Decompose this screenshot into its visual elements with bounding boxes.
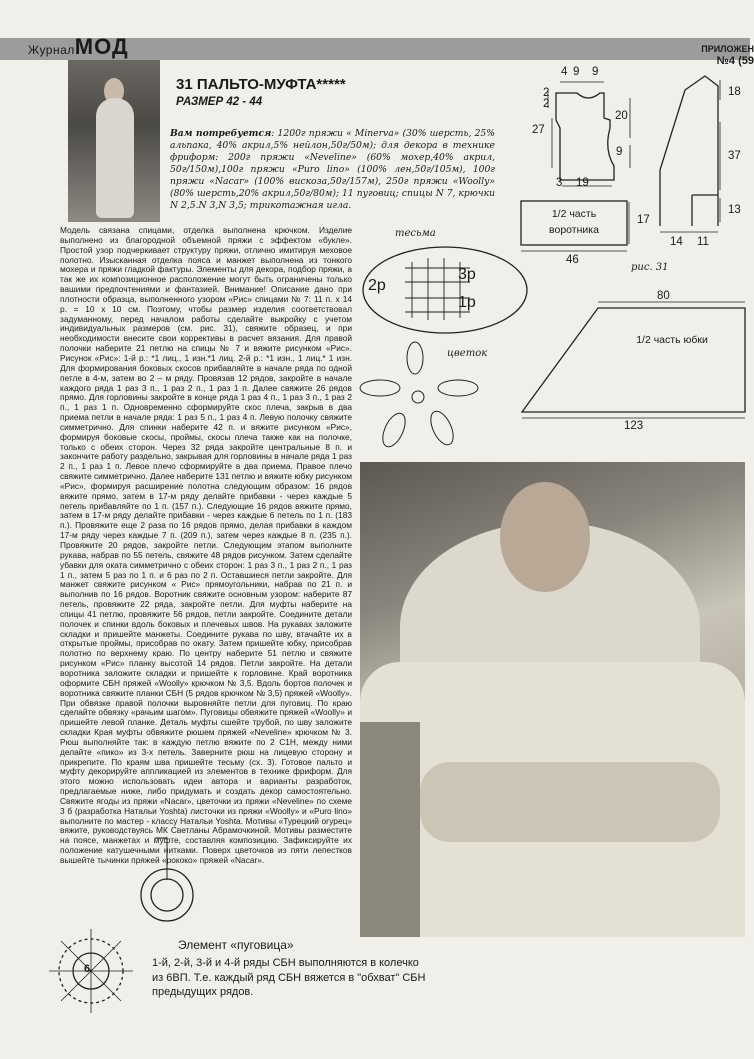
- flower-label: цветок: [447, 348, 488, 359]
- sleeve-outline: [660, 76, 718, 226]
- collar-label: [522, 206, 626, 238]
- dim-skirt-123: 123: [624, 420, 644, 432]
- dim-front-19: 19: [576, 177, 589, 189]
- button-element-description: 1-й, 2-й, 3-й и 4-й ряды СБН выполняются в колечко из 6ВП. Т.е. каждый ряд СБН вяжется в "обхват" СБН предыдущих рядов.: [152, 957, 426, 998]
- collar-label-line1: 1/2 часть: [551, 208, 597, 220]
- dim-sleeve-14: 14: [670, 236, 683, 248]
- issue-number: №4 (59: [716, 55, 754, 67]
- figure-label: рис. 31: [631, 262, 669, 273]
- button-chart-number: 6: [84, 963, 91, 975]
- button-photo-diagram: [141, 838, 193, 921]
- dim-collar-17: 17: [637, 214, 650, 226]
- dim-sleeve-18: 18: [728, 86, 741, 98]
- logo-big-text: МОД: [74, 34, 129, 59]
- row-1-label: 1р: [458, 294, 476, 311]
- row-2-label: 2р: [368, 277, 386, 294]
- tape-chart-ellipse: [363, 247, 527, 333]
- materials-body: : 1200г пряжи « Minerva» (30% шерсть, 25% альпака, 40% акрил,5% нейлон,50г/50м); для декора в технике фриформ: 200г пряжи «Neveline» (60% мохер,40% акрил, 50г/150м),100г пряжи «Puro lino» (100% лен,50г/105м), 100г пряжи «Nacar» (100% вискоза,50г/157м), 250г пряжи «Woolly» (80% шерсть,20% акрил,50г/80м); 11 пуговиц; спицы N 7, крючки N 2,5.N 3,N 3,5; трикотажная игла.: [170, 128, 495, 211]
- tape-label: тесьма: [395, 228, 436, 239]
- dim-front-4: 4: [561, 66, 568, 78]
- materials-lead: Вам потребуется: [170, 128, 272, 139]
- supplement-label: ПРИЛОЖЕН: [701, 44, 754, 54]
- dim-front-3: 3: [556, 177, 563, 189]
- dim-sleeve-13: 13: [728, 204, 741, 216]
- dim-front-9c: 9: [616, 146, 623, 158]
- skirt-label: 1/2 часть юбки: [636, 334, 708, 346]
- dim-front-9b: 9: [592, 66, 599, 78]
- dim-sleeve-11: 11: [697, 236, 709, 248]
- dim-skirt-80: 80: [657, 290, 670, 302]
- dim-front-2a: 2: [543, 87, 550, 99]
- button-chart: [49, 929, 133, 1013]
- model-photo-main: [360, 462, 745, 937]
- front-piece-outline: [556, 93, 614, 180]
- collar-label-line2: воротника: [549, 224, 599, 236]
- article-title: 31 ПАЛЬТО-МУФТА*****: [176, 76, 346, 93]
- skirt-outline: [522, 308, 745, 412]
- dim-collar-46: 46: [566, 254, 579, 266]
- dim-front-27: 27: [532, 124, 545, 136]
- dim-front-2b: 2: [543, 98, 550, 110]
- dim-sleeve-37: 37: [728, 150, 741, 162]
- instructions-text: Модель связана спицами, отделка выполнена крючком. Изделие выполнено из благородной объемной пряжи с эффектом «букле». Простой узор подчеркивает структуру пряжи, отлично имитируя меховое полотно. Изысканная отделка пояса и манжет выполнена из тонкого мохера и пряжи гладкой фактуры. Элементы для декора, подбор пряжи, а так же их композиционное расположение могут быть ограничены только вашими предпочтениями и фантазией. Внимание! Описание дано при плотности образца, выполненного узором «Рис» спицами № 7: 11 п. х 14 р. = 10 х 10 см. Поэтому, чтобы размер изделия соответствовал задуманному, перед началом работы сделайте выкройку с учетом индивидуальных размеров (см. рис. 31), свяжите образец, и при необходимости внесите свои коррективы в расчет вязания. Для правой полочки наберите 21 петлю на спицы № 7 и вяжите рисунком «Рис». Рисунок «Рис»: 1-й р.: *1 лиц., 1 изн.*1 лиц. 2-й р.: *1 изн., 1 лиц.* 1 изн. Для формирования боковых скосов прибавляйте в начале ряда по одной петле в 4-м, затем во 2 – м ряду. Провязав 12 рядов, закройте в начале каждого ряда 1 раз 3 п., 1 раз 2 п., 1 раз 1 п. Далее свяжите 26 рядов прямо. Для горловины закройте в конце ряда 1 раз 4 п., 1 раз 3 п., 1 раз 2 п., 1 раз 1 п. Одновременно сформируйте скос плеча, закрыв в два приема петли в начале ряда: 1 раз 5 п., 1 раз 4 п. Левую полочку свяжите симметрично. Для спинки наберите 42 п. и вяжите рисунком «Рис», формируя боковые скосы, проймы, скосы плеча также как на полочке, только с обеих сторон. Через 32 ряда закройте центральные 8 п. и закончите работу раздельно, закрывая для горловины в начале ряда 1 раз 2 п., 1 раз 1 п. Левое плечо сформируйте в два приема. Правое плечо свяжите симметрично. Далее наберите 131 петлю и вяжите юбку рисунком «Рис», формируя расширение полотна следующим образом: 16 рядов вяжите прямо, затем в 17-м ряду делайте прибавки - через каждые 5 петель прибавляйте по 1 п. (157 п.). Следующие 16 рядов вяжите прямо, затем в 17-м ряду делайте прибавки - через каждые 6 петель по 1 п. (183 п.). Провяжите еще 2 раза по 16 рядов прямо, делая прибавки в каждом 17-м ряду через каждые 7 п. (209 п.), затем через каждые 8 п. (235 п.). Провяжите 20 рядов, закройте петли. Следующим этапом выполните рукава, набрав по 55 петель, свяжите 48 рядов рисунком. Затем сделайте убавки для оката симметрично с обеих сторон: 1 раз 3 п., 1 раз 2 п., 1 раз 1 п., затем 5 раз по 1 п. и 6 раз по 2 п. Оставшиеся петли закройте. Для манжет свяжите рисунком « Рис» прямоугольники, набрав по 21 п. и выполнив по 16 рядов. Воротник свяжите основным узором: наберите 87 петель, провяжите 22 ряда, закройте петли. Для муфты наберите на спицы 41 петлю, провяжите 56 рядов, петли закройте. Соедините детали полочек и спинки вдоль боковых и плечевых швов. На рукавах заложите складки и пришейте манжеты. Соедините рукава по шву, втачайте их в открытые проймы, присобрав по окату. Затем пришейте юбку, присобрав полотно по верхнему краю. По центру наберите 51 петлю и свяжите рисунком «Рис» планку высотой 14 рядов. Петли закройте. На детали воротника заложите складки и пришейте к горловине. Край воротника оформите СБН пряжей «Woolly» крючком № 3,5. Вдоль бортов полочек и воротника свяжите планки СБН (5 рядов крючком № 3,5) пряжей «Woolly». При обвязке правой полочки выровняйте петли для пуговиц. По краю сделайте обвязку «рачьим шагом». Пуговицы обвяжите пряжей «Woolly» и пришейте левой планке. Деталь муфты сшейте трубой, по шву заложите складки Края муфты обвяжите рюшем пряжей «Neveline» крючком № 3. Рюш выполняйте так: в каждую петлю вяжите по 2 С1Н, между ними делайте «пико» из 3-х петель. Заверните рюш на лицевую сторону и прикрепите. По краям шва пришейте тесьму (сх. 3). Готовое пальто и муфту декорируйте аппликацией из элементов в технике фриформ. Для этого можно использовать идеи автора и варианты разработок, предлагаемые ниже, либо придумать и создать декор самостоятельно. Свяжите ягоды из пряжи «Nacar», цветочки из пряжи «Neveline» по схеме 3 б (разработка Натальи Yoshta) листочки из пряжи «Woolly» и «Puro lino» выполните по мастер - классу Натальи Yoshta. Мотивы «Турецкий огурец» вяжите, руководствуясь МК Светланы Абрамочкиной. Мотивы разместите на поясе, манжетах и муфте, составляя композицию. Зафиксируйте их положение катушечными нитками. Поверх цветочков из пяти лепестков вышейте тычинки пряжей «рококо» пряжей «Nacar».: [60, 225, 352, 865]
- dim-front-9a: 9: [573, 66, 580, 78]
- dim-front-20: 20: [615, 110, 628, 122]
- button-element-title: Элемент «пуговица»: [178, 938, 294, 952]
- article-size: РАЗМЕР 42 - 44: [176, 96, 263, 108]
- row-3-label: 3р: [458, 266, 476, 283]
- logo-small-text: Журнал: [28, 43, 75, 57]
